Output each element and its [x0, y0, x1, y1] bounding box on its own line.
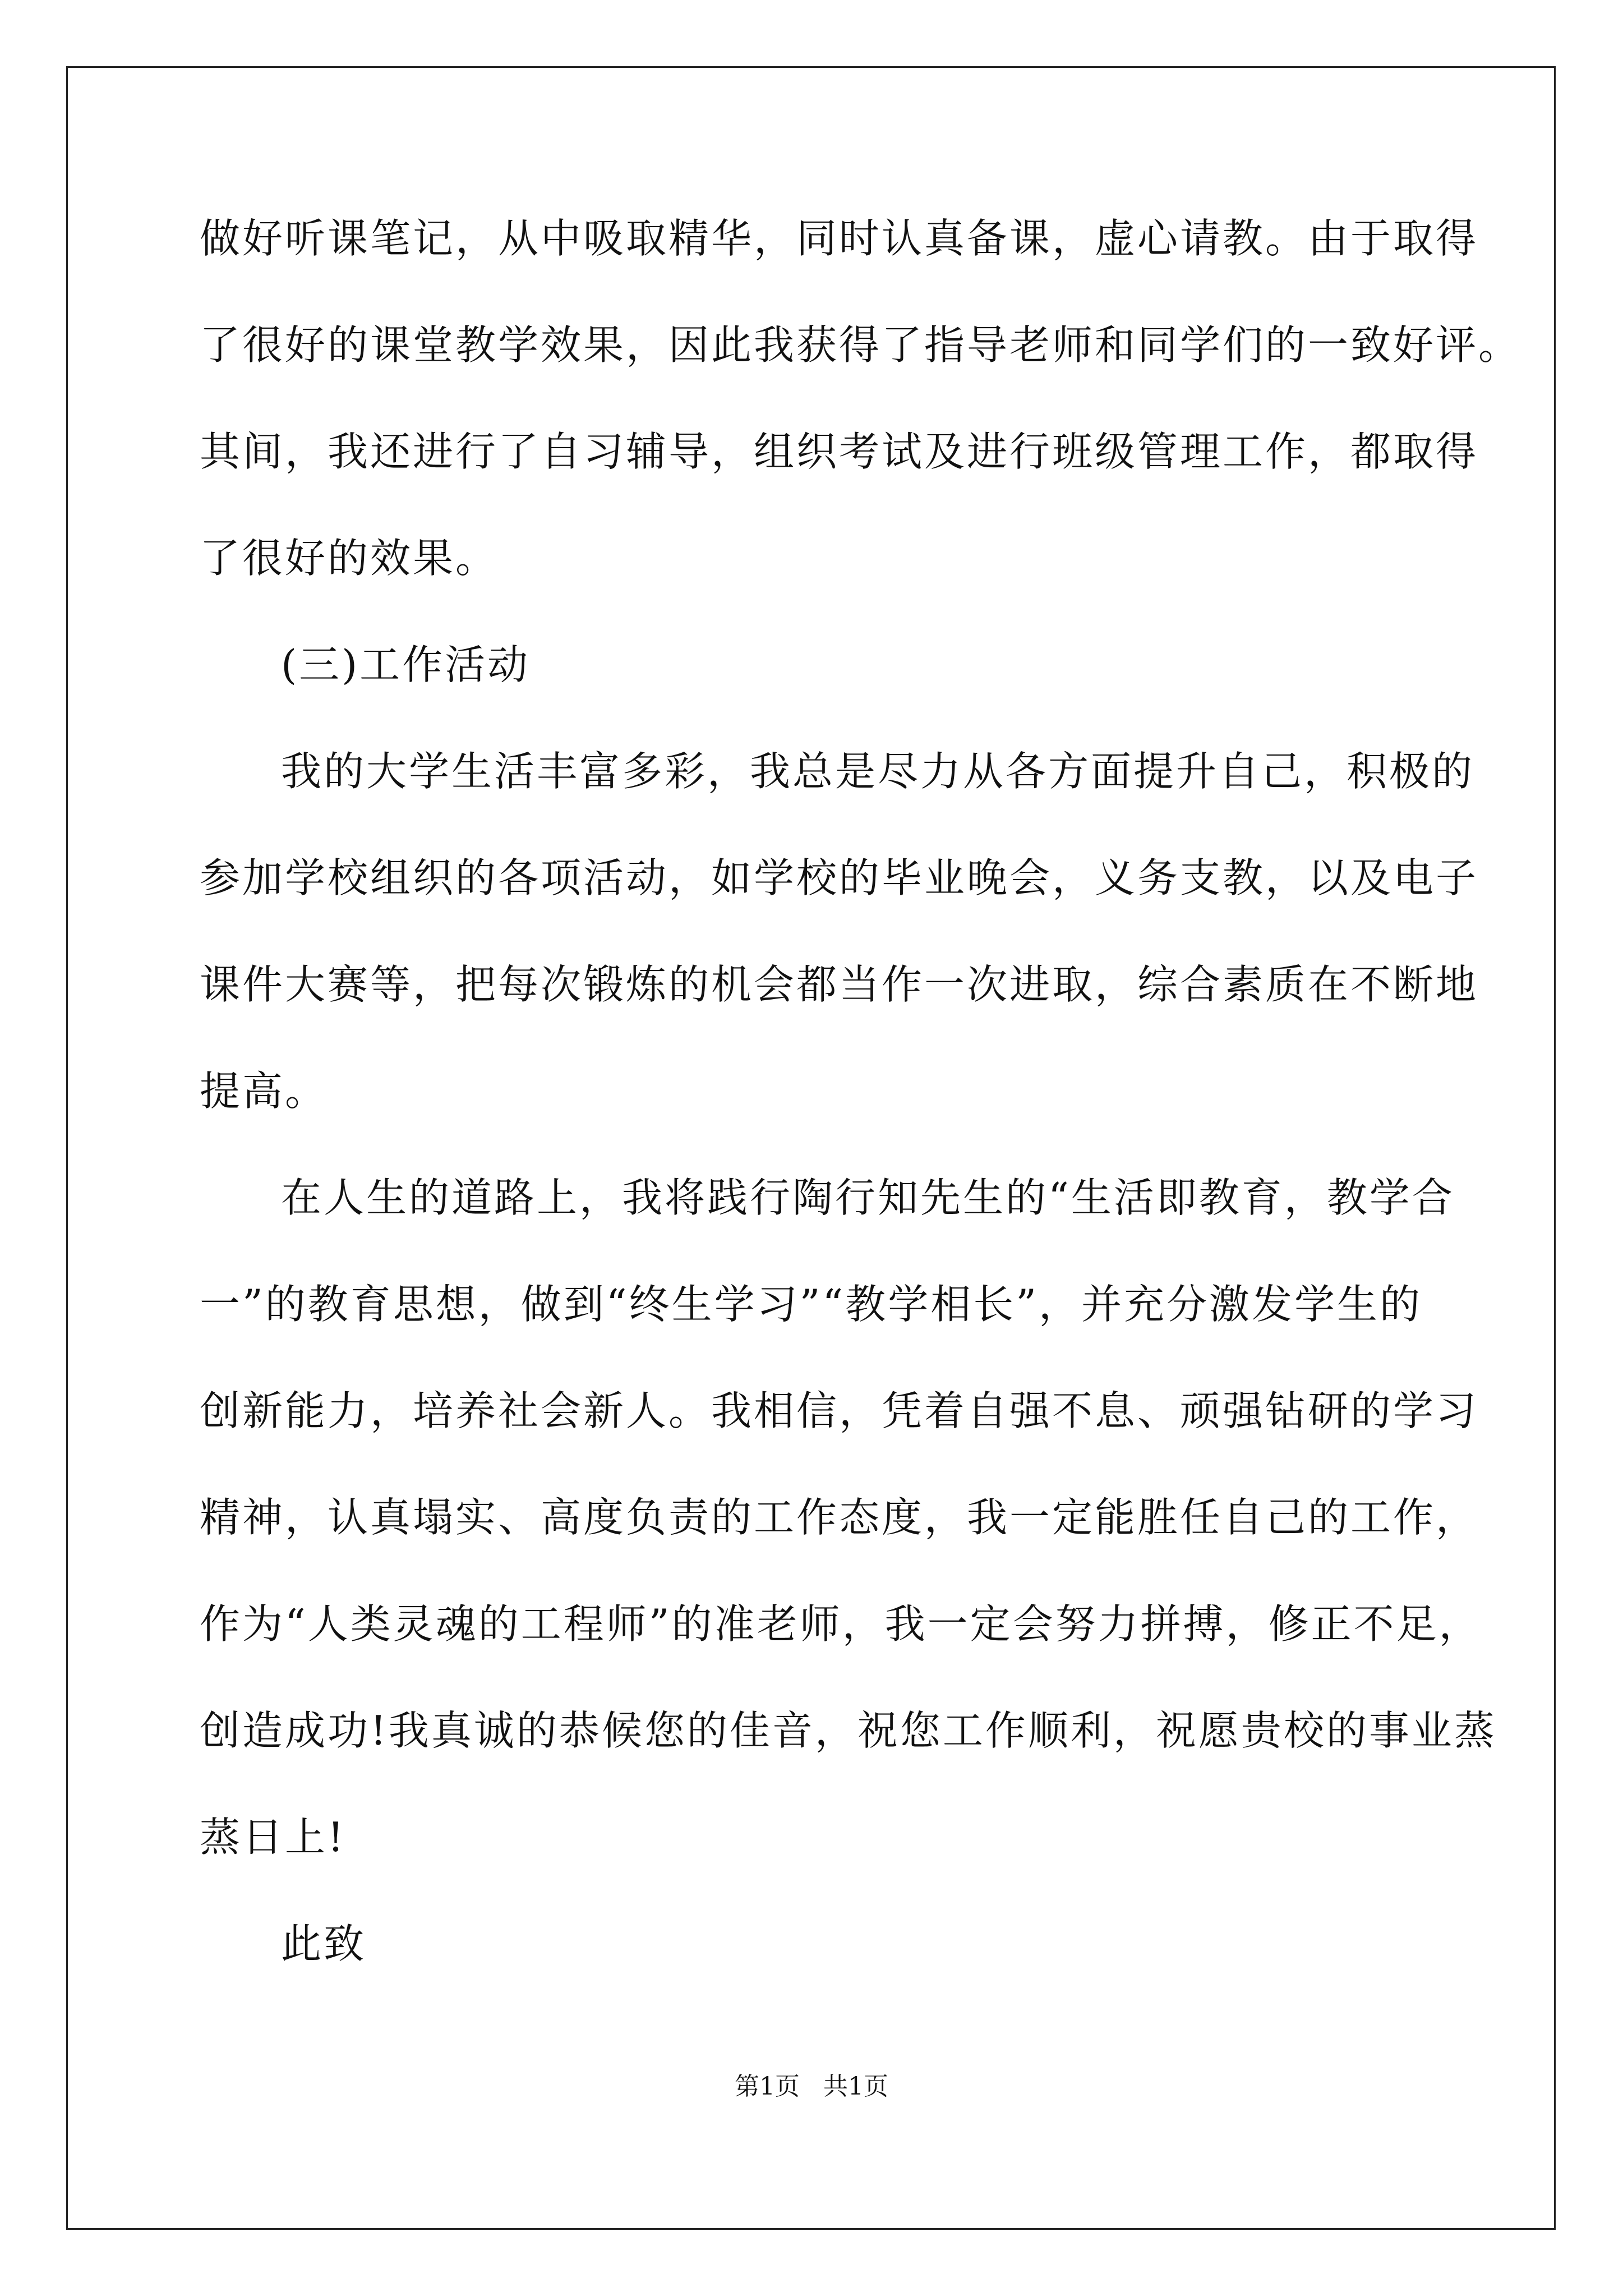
section-heading: (三)工作活动 [281, 641, 531, 688]
text-line: 作为“人类灵魂的工程师”的准老师，我一定会努力拼搏，修正不足， [200, 1600, 1482, 1648]
text-line: 蒸日上! [200, 1814, 346, 1861]
text-line: 创新能力，培养社会新人。我相信，凭着自强不息、顽强钻研的学习 [200, 1387, 1479, 1434]
closing-salutation: 此致 [281, 1920, 367, 1967]
text-line: 参加学校组织的各项活动，如学校的毕业晚会，义务支教，以及电子 [200, 854, 1479, 901]
text-line: 我的大学生活丰富多彩，我总是尽力从各方面提升自己，积极的 [281, 748, 1475, 795]
text-line: 做好听课笔记，从中吸取精华，同时认真备课，虚心请教。由于取得 [200, 215, 1479, 262]
text-line: 课件大赛等，把每次锻炼的机会都当作一次进取，综合素质在不断地 [200, 961, 1479, 1008]
text-line: 在人生的道路上，我将践行陶行知先生的“生活即教育，教学合 [281, 1174, 1455, 1221]
text-line: 了很好的效果。 [200, 535, 499, 582]
text-line: 提高。 [200, 1068, 328, 1115]
page-border [66, 66, 1556, 2230]
text-line: 一”的教育思想，做到“终生学习”“教学相长”，并充分激发学生的 [200, 1281, 1423, 1328]
text-line: 创造成功!我真诚的恭候您的佳音，祝您工作顺利，祝愿贵校的事业蒸 [200, 1707, 1497, 1754]
text-line: 了很好的课堂教学效果，因此我获得了指导老师和同学们的一致好评。 [200, 321, 1521, 369]
text-line: 精神，认真塌实、高度负责的工作态度，我一定能胜任自己的工作， [200, 1494, 1479, 1541]
page-number: 第1页 共1页 [735, 2072, 888, 2101]
text-line: 其间，我还进行了自习辅导，组织考试及进行班级管理工作，都取得 [200, 428, 1479, 475]
